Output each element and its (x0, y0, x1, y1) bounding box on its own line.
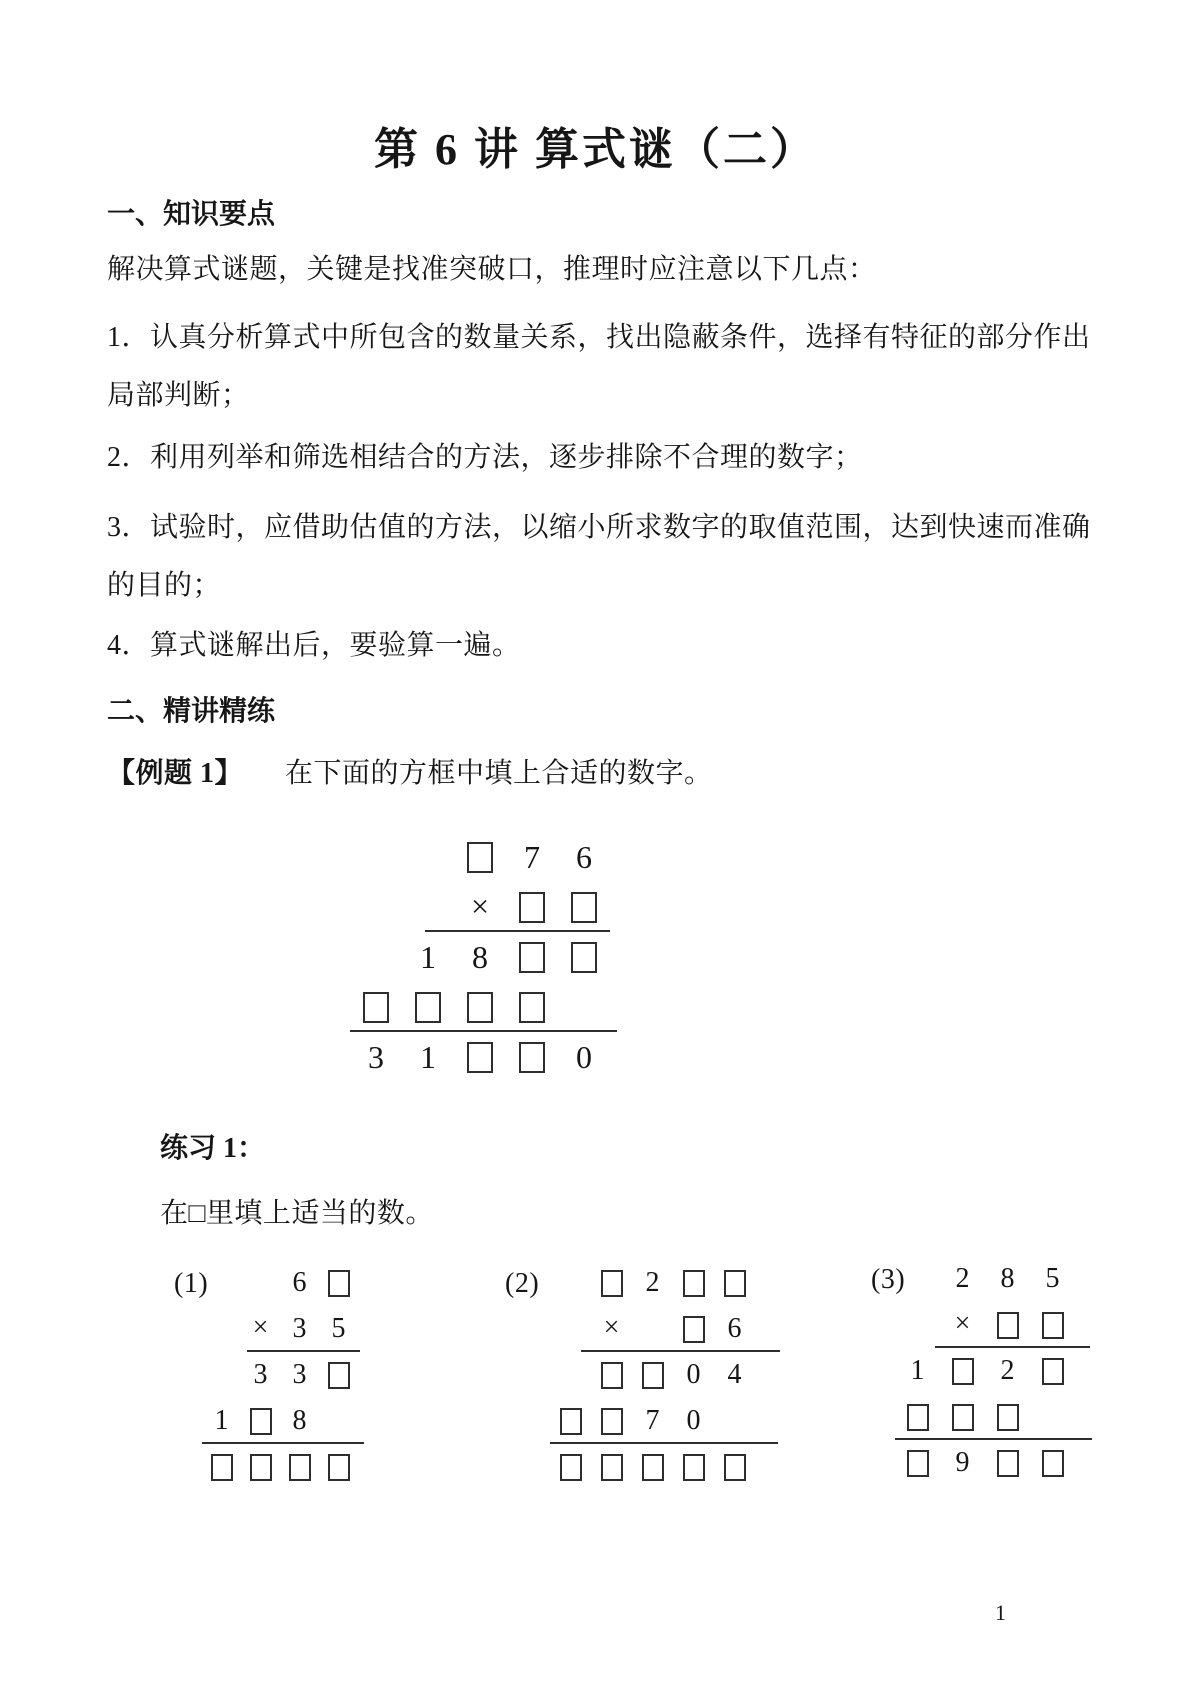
point1-line2: 局部判断； (107, 380, 250, 411)
empty-cell (1030, 1394, 1075, 1440)
blank-box-cell (1030, 1440, 1075, 1486)
blank-box-cell (985, 1440, 1030, 1486)
blank-box-cell (402, 982, 454, 1032)
blank-box-cell (714, 1260, 755, 1306)
blank-box (571, 892, 597, 923)
empty-cell (402, 882, 454, 932)
blank-box (1042, 1450, 1064, 1477)
blank-box-cell (591, 1352, 632, 1398)
blank-box-cell (550, 1398, 591, 1444)
blank-box-cell (550, 1444, 591, 1490)
puzzle-row (202, 1306, 358, 1352)
blank-box (211, 1454, 233, 1481)
blank-box (997, 1450, 1019, 1477)
blank-box-cell (714, 1444, 755, 1490)
blank-box (560, 1408, 582, 1435)
practice-puzzle-1 (202, 1260, 358, 1490)
blank-box-cell (895, 1440, 940, 1486)
blank-box (601, 1454, 623, 1481)
empty-cell (202, 1352, 241, 1398)
puzzle-row (350, 982, 610, 1032)
section1-heading: 一、知识要点 (107, 199, 276, 230)
point3-line1: 3．试验时，应借助估值的方法，以缩小所求数字的取值范围，达到快速而准确 (107, 512, 1091, 543)
blank-box (601, 1270, 623, 1297)
puzzle-row (202, 1398, 358, 1444)
blank-box (560, 1454, 582, 1481)
blank-box-cell (673, 1260, 714, 1306)
practice1-heading: 练习 1： (160, 1133, 266, 1164)
intro-line: 解决算式谜题，关键是找准突破口，推理时应注意以下几点： (107, 254, 877, 285)
blank-box (683, 1270, 705, 1297)
blank-box (724, 1454, 746, 1481)
digit-cell: 2 (955, 1263, 970, 1294)
digit-cell: 8 (472, 938, 488, 975)
blank-box-cell (558, 932, 610, 982)
blank-box-cell (1030, 1348, 1075, 1394)
puzzle-row (550, 1352, 755, 1398)
blank-box-cell (241, 1444, 280, 1490)
blank-box-cell (632, 1352, 673, 1398)
blank-box-cell (673, 1306, 714, 1352)
puzzle-row (202, 1444, 358, 1490)
empty-cell (319, 1398, 358, 1444)
empty-cell (895, 1256, 940, 1302)
blank-box (363, 992, 389, 1023)
blank-box (683, 1454, 705, 1481)
point1-line1: 1．认真分析算式中所包含的数量关系，找出隐蔽条件，选择有特征的部分作出 (107, 322, 1091, 353)
blank-box-cell (673, 1444, 714, 1490)
puzzle-row (202, 1352, 358, 1398)
blank-box-cell (202, 1444, 241, 1490)
blank-box (328, 1362, 350, 1389)
digit-cell: 7 (645, 1405, 660, 1436)
digit-cell: 8 (1000, 1263, 1015, 1294)
blank-box-cell (591, 1260, 632, 1306)
blank-box-cell (280, 1444, 319, 1490)
puzzle-row (550, 1260, 755, 1306)
blank-box (467, 1042, 493, 1073)
blank-box-cell (591, 1444, 632, 1490)
blank-box (952, 1404, 974, 1431)
blank-box-cell (506, 932, 558, 982)
blank-box-cell (319, 1260, 358, 1306)
blank-box-cell (454, 982, 506, 1032)
blank-box (328, 1454, 350, 1481)
page-title: 第 6 讲 算式谜（二） (374, 125, 817, 174)
blank-box-cell (591, 1398, 632, 1444)
blank-box (415, 992, 441, 1023)
example-multiplication-puzzle (350, 832, 610, 1082)
blank-box (289, 1454, 311, 1481)
digit-cell: 6 (576, 838, 592, 875)
digit-cell: 4 (727, 1359, 742, 1390)
digit-cell: 3 (253, 1359, 268, 1390)
blank-box-cell (350, 982, 402, 1032)
empty-cell (202, 1260, 241, 1306)
practice-puzzle-2 (550, 1260, 755, 1490)
digit-cell: 1 (910, 1355, 925, 1386)
blank-box-cell (940, 1348, 985, 1394)
blank-box (519, 992, 545, 1023)
blank-box (907, 1404, 929, 1431)
blank-box (642, 1454, 664, 1481)
blank-box (519, 892, 545, 923)
empty-cell (350, 882, 402, 932)
blank-box-cell (319, 1352, 358, 1398)
digit-cell: 2 (645, 1267, 660, 1298)
point4-line: 4．算式谜解出后，要验算一遍。 (107, 630, 521, 661)
digit-cell: 1 (420, 938, 436, 975)
puzzle-row (350, 832, 610, 882)
empty-cell (632, 1306, 673, 1352)
blank-box (571, 942, 597, 973)
digit-cell: 1 (214, 1405, 229, 1436)
blank-box (601, 1362, 623, 1389)
blank-box-cell (241, 1398, 280, 1444)
empty-cell (550, 1260, 591, 1306)
practice1-instruction: 在□里填上适当的数。 (160, 1198, 434, 1229)
blank-box (907, 1450, 929, 1477)
digit-cell: 9 (955, 1447, 970, 1478)
puzzle2-label: (2) (505, 1268, 540, 1299)
empty-cell (402, 832, 454, 882)
puzzle-row (550, 1398, 755, 1444)
blank-box-cell (319, 1444, 358, 1490)
blank-box (724, 1270, 746, 1297)
section2-heading: 二、精讲精练 (107, 696, 276, 727)
empty-cell (241, 1260, 280, 1306)
puzzle-row (895, 1256, 1075, 1302)
example1-line (107, 751, 713, 791)
digit-cell: 8 (292, 1405, 307, 1436)
empty-cell (558, 982, 610, 1032)
blank-box-cell (895, 1394, 940, 1440)
blank-box-cell (506, 982, 558, 1032)
blank-box (601, 1408, 623, 1435)
times-sign: × (954, 1308, 971, 1339)
puzzle-row (895, 1394, 1075, 1440)
blank-box (250, 1454, 272, 1481)
empty-cell (895, 1302, 940, 1348)
blank-box-cell (454, 1032, 506, 1082)
blank-box (519, 942, 545, 973)
puzzle-row (350, 882, 610, 932)
point3-line2: 的目的； (107, 570, 222, 601)
puzzle-row (895, 1348, 1075, 1394)
digit-cell: 3 (368, 1038, 384, 1075)
empty-cell (550, 1352, 591, 1398)
empty-cell (714, 1398, 755, 1444)
blank-box (250, 1408, 272, 1435)
blank-box (519, 1042, 545, 1073)
puzzle-row (550, 1444, 755, 1490)
blank-box-cell (985, 1394, 1030, 1440)
blank-box (467, 842, 493, 873)
blank-box (683, 1316, 705, 1343)
blank-box (997, 1404, 1019, 1431)
blank-box (952, 1358, 974, 1385)
example1-text: 在下面的方框中填上合适的数字。 (285, 758, 713, 789)
digit-cell: 7 (524, 838, 540, 875)
blank-box-cell (454, 832, 506, 882)
digit-cell: 5 (1045, 1263, 1060, 1294)
puzzle-row (202, 1260, 358, 1306)
blank-box-cell (985, 1302, 1030, 1348)
blank-box (328, 1270, 350, 1297)
digit-cell: 5 (331, 1313, 346, 1344)
blank-box (1042, 1312, 1064, 1339)
blank-box-cell (506, 1032, 558, 1082)
digit-cell: 1 (420, 1038, 436, 1075)
digit-cell: 0 (686, 1405, 701, 1436)
times-sign: × (252, 1312, 269, 1343)
empty-cell (350, 832, 402, 882)
blank-box (467, 992, 493, 1023)
blank-box (642, 1362, 664, 1389)
blank-box-cell (940, 1394, 985, 1440)
digit-cell: 3 (292, 1359, 307, 1390)
puzzle3-label: (3) (871, 1264, 906, 1295)
times-sign: × (470, 887, 490, 924)
blank-box-cell (632, 1444, 673, 1490)
page-number: 1 (995, 1600, 1006, 1625)
puzzle-row (895, 1302, 1075, 1348)
empty-cell (202, 1306, 241, 1352)
point2-line: 2．利用列举和筛选相结合的方法，逐步排除不合理的数字； (107, 442, 863, 473)
puzzle-row (350, 1032, 610, 1082)
times-sign: × (603, 1312, 620, 1343)
empty-cell (350, 932, 402, 982)
puzzle-row (350, 932, 610, 982)
digit-cell: 0 (576, 1038, 592, 1075)
digit-cell: 6 (727, 1313, 742, 1344)
puzzle-row (895, 1440, 1075, 1486)
blank-box-cell (506, 882, 558, 932)
puzzle1-label: (1) (174, 1268, 209, 1299)
blank-box (1042, 1358, 1064, 1385)
digit-cell: 6 (292, 1267, 307, 1298)
blank-box (997, 1312, 1019, 1339)
practice-puzzle-3 (895, 1256, 1075, 1486)
digit-cell: 2 (1000, 1355, 1015, 1386)
example1-label: 【例题 1】 (107, 758, 244, 789)
puzzle-row (550, 1306, 755, 1352)
digit-cell: 0 (686, 1359, 701, 1390)
blank-box-cell (1030, 1302, 1075, 1348)
blank-box-cell (558, 882, 610, 932)
digit-cell: 3 (292, 1313, 307, 1344)
empty-cell (550, 1306, 591, 1352)
